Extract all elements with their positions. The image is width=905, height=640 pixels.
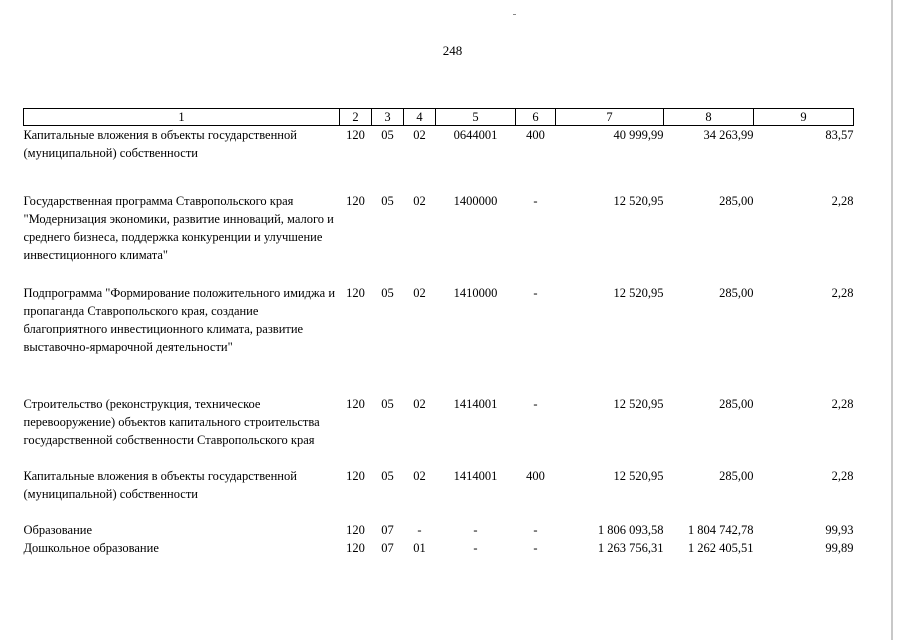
row-code-2: 120 [346,468,365,483]
table-header-row [24,109,854,126]
column-header-3: 3 [372,109,404,126]
row-code-2: 120 [346,285,365,300]
row-value-9: 2,28 [831,396,854,411]
row-value-7: 12 520,95 [613,285,664,300]
row-code-3: 07 [381,522,394,537]
table-row [24,284,854,395]
row-value-7: 1 806 093,58 [597,522,664,537]
row-value-9: 99,93 [825,522,854,537]
row-value-7: 12 520,95 [613,193,664,208]
row-name: Образование [23,522,93,537]
row-value-9: 2,28 [831,193,854,208]
page-number: 248 [442,43,463,58]
page-edge [891,0,893,640]
row-code-4: 01 [413,540,426,555]
row-code-6: - [533,522,538,537]
row-value-8: 285,00 [719,285,754,300]
row-value-8: 285,00 [719,468,754,483]
row-code-6: - [533,193,538,208]
scan-mark [513,14,516,15]
row-name: Капитальные вложения в объекты государственной (муниципальной) собственности [23,468,297,501]
budget-table [23,108,854,557]
row-value-7: 40 999,99 [613,128,664,142]
row-code-2: 120 [346,522,365,537]
row-code-5: 1414001 [453,468,498,483]
row-code-4: - [417,522,422,537]
row-code-4: 02 [413,468,426,483]
row-value-7: 12 520,95 [613,396,664,411]
row-name: Капитальные вложения в объекты государственной (муниципальной) собственности [23,128,297,160]
row-name: Дошкольное образование [23,540,159,555]
row-code-3: 05 [381,128,394,142]
row-code-2: 120 [346,128,365,142]
row-code-5: - [473,522,478,537]
row-name: Подпрограмма "Формирование положительного имиджа и пропаганда Ставропольского края, создание благоприятного инвестиционного климата, развитие выставочно-ярмарочной деятельности" [23,285,336,354]
row-code-2: 120 [346,193,365,208]
row-name: Государственная программа Ставропольского края "Модернизация экономики, развитие инноваций, малого и среднего бизнеса, поддержка конкуренции и улучшение инвестиционного климата" [23,193,334,262]
row-code-4: 02 [413,285,426,300]
row-value-9: 2,28 [831,468,854,483]
table-row [24,192,854,284]
row-value-9: 99,89 [825,540,854,555]
table-row [24,539,854,557]
column-header-5: 5 [436,109,516,126]
row-value-9: 2,28 [831,285,854,300]
row-code-5: 1414001 [453,396,498,411]
row-value-8: 1 804 742,78 [687,522,754,537]
row-code-5: 1410000 [453,285,498,300]
row-code-3: 07 [381,540,394,555]
row-value-9: 83,57 [825,128,854,142]
row-code-2: 120 [346,540,365,555]
row-code-3: 05 [381,193,394,208]
table-row [24,467,854,521]
column-header-7: 7 [556,109,664,126]
column-header-4: 4 [404,109,436,126]
row-code-3: 05 [381,468,394,483]
row-value-8: 1 262 405,51 [687,540,754,555]
row-code-6: 400 [526,128,545,142]
row-value-7: 1 263 756,31 [597,540,664,555]
row-value-8: 285,00 [719,193,754,208]
table-row [24,126,854,192]
row-value-7: 12 520,95 [613,468,664,483]
row-code-6: 400 [526,468,545,483]
row-value-8: 285,00 [719,396,754,411]
column-header-6: 6 [516,109,556,126]
row-code-4: 02 [413,128,426,142]
row-code-5: 1400000 [453,193,498,208]
row-code-4: 02 [413,396,426,411]
column-header-1: 1 [24,109,340,126]
row-code-6: - [533,540,538,555]
row-code-4: 02 [413,193,426,208]
row-code-6: - [533,396,538,411]
row-code-5: 0644001 [453,128,498,142]
row-code-2: 120 [346,396,365,411]
column-header-2: 2 [340,109,372,126]
column-header-8: 8 [664,109,754,126]
row-name: Строительство (реконструкция, техническое перевооружение) объектов капитального строительства государственной собственности Ставропольского края [23,396,320,447]
row-code-3: 05 [381,396,394,411]
row-code-6: - [533,285,538,300]
row-code-3: 05 [381,285,394,300]
row-value-8: 34 263,99 [703,128,754,142]
table-row [24,521,854,539]
row-code-5: - [473,540,478,555]
table-row [24,395,854,467]
column-header-9: 9 [754,109,854,126]
